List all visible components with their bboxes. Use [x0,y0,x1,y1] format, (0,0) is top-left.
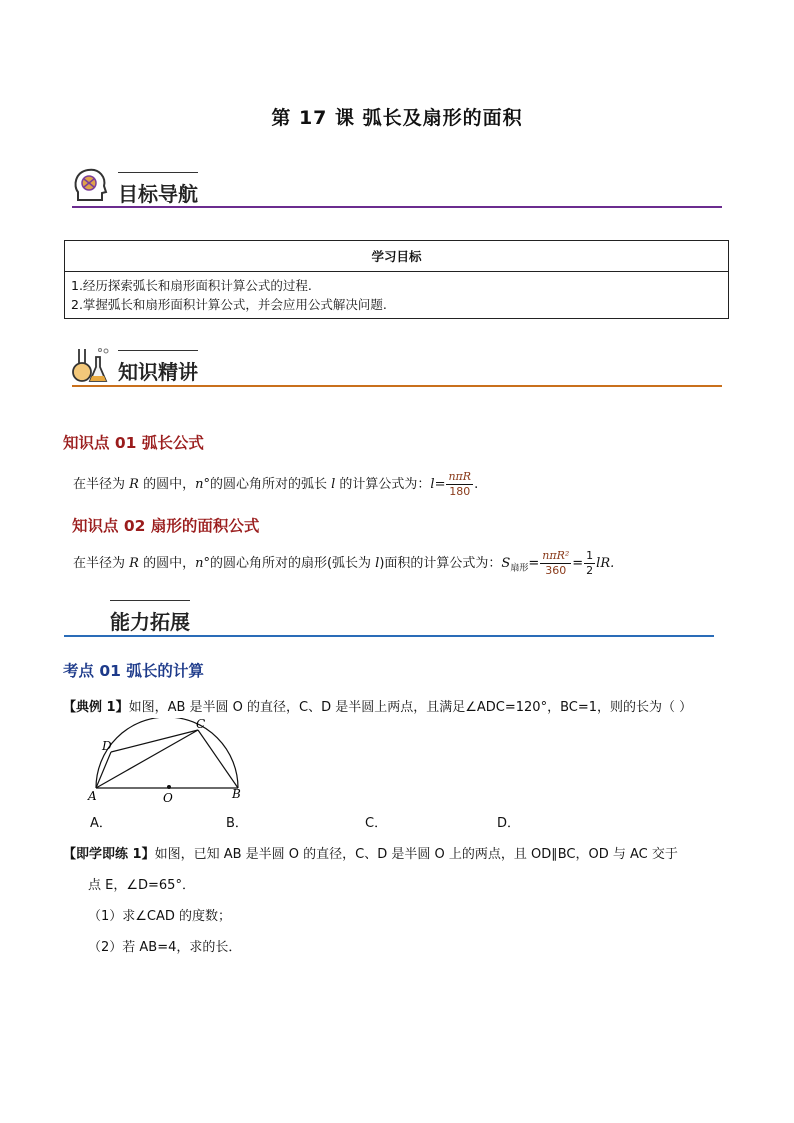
semicircle-arc [96,718,238,788]
example-1 [63,696,692,715]
label-O: O [163,791,173,805]
goals-table-header: 学习目标 [65,241,729,272]
example-tag: 【典例 1】 [63,700,129,715]
exam-point-1-title: 考点 01 弧长的计算 [63,662,204,680]
lab-flask-icon [70,345,110,385]
formula-lhs: l= [430,477,446,492]
text: . [474,477,479,492]
goals-table [64,240,729,319]
practice-1-question-2: （2）若 AB=4，求的长． [88,940,242,955]
goal-item: 2.掌握弧长和扇形面积计算公式，并会应用公式解决问题. [71,297,387,312]
practice-1-line-2: 点 E，∠D=65°． [88,878,195,893]
fraction-denominator: 2 [586,564,594,577]
section-rule-purple [72,206,722,208]
fraction-numerator: nπR² [542,549,570,562]
text: °的圆心角所对的扇形(弧长为 [203,556,376,571]
knowledge-point-1-formula [73,470,478,499]
goal-item: 1.经历探索弧长和扇形面积计算公式的过程. [71,278,312,293]
sector-area-fraction [540,549,571,578]
practice-1-question-1: （1）求∠CAD 的度数； [88,909,232,924]
brain-head-icon [72,166,110,206]
knowledge-point-1-title: 知识点 01 弧长公式 [63,434,204,452]
text: )面积的计算公式为： [379,556,502,571]
text: 在半径为 [73,556,130,571]
text: 的圆中， [138,477,196,492]
var-R: R [129,556,139,571]
var-R: R [129,477,139,492]
label-B: B [232,787,241,801]
text: lR. [596,556,615,571]
var-l: l [331,477,336,492]
chord-DC [111,730,198,752]
label-A: A [88,789,97,803]
var-S: S [501,556,511,571]
page-title: 第 17 课 弧长及扇形的面积 [271,107,523,129]
subscript-sector: 扇形 [510,563,529,574]
goals-table-body [65,272,729,319]
text: °的圆心角所对的弧长 [203,477,332,492]
semicircle-figure [86,718,246,806]
heading-overline [118,172,198,173]
var-n: n [195,556,204,571]
knowledge-point-2-title: 知识点 02 扇形的面积公式 [72,517,260,535]
text: = [528,556,540,571]
fraction-denominator: 360 [545,564,567,577]
text: 在半径为 [73,477,130,492]
practice-tag: 【即学即练 1】 [63,847,155,862]
var-n: n [195,477,204,492]
practice-text: 如图，已知 AB 是半圆 O 的直径，C、D 是半圆 O 上的两点，且 OD∥BC，OD 与 AC 交于 [154,847,678,862]
half-fraction [584,549,595,578]
text: = [572,556,584,571]
example-text: 如图，AB 是半圆 O 的直径，C、D 是半圆上两点，且满足∠ADC=120°，BC=1，则的长为（ ） [128,700,693,715]
option-b[interactable]: B． [226,816,248,831]
var-l: l [375,556,380,571]
center-point-O [167,785,171,789]
fraction-numerator: nπR [448,470,472,483]
heading-overline [118,350,198,351]
practice-1-line-1 [63,843,678,862]
label-D: D [102,739,112,753]
heading-overline [110,600,190,601]
fraction-denominator: 180 [449,485,471,498]
option-d[interactable]: D． [497,816,521,831]
label-C: C [196,718,206,731]
section-rule-orange [72,385,722,387]
section-heading-extension: 能力拓展 [110,610,190,634]
section-heading-knowledge: 知识精讲 [118,360,198,384]
section-rule-blue [64,635,714,637]
option-a[interactable]: A． [90,816,112,831]
text: 的计算公式为： [335,477,431,492]
arc-length-fraction [446,470,473,499]
fraction-numerator: 1 [586,549,594,562]
section-heading-goals: 目标导航 [118,182,198,206]
knowledge-point-2-formula [73,549,614,578]
option-c[interactable]: C． [365,816,388,831]
text: 的圆中， [138,556,196,571]
